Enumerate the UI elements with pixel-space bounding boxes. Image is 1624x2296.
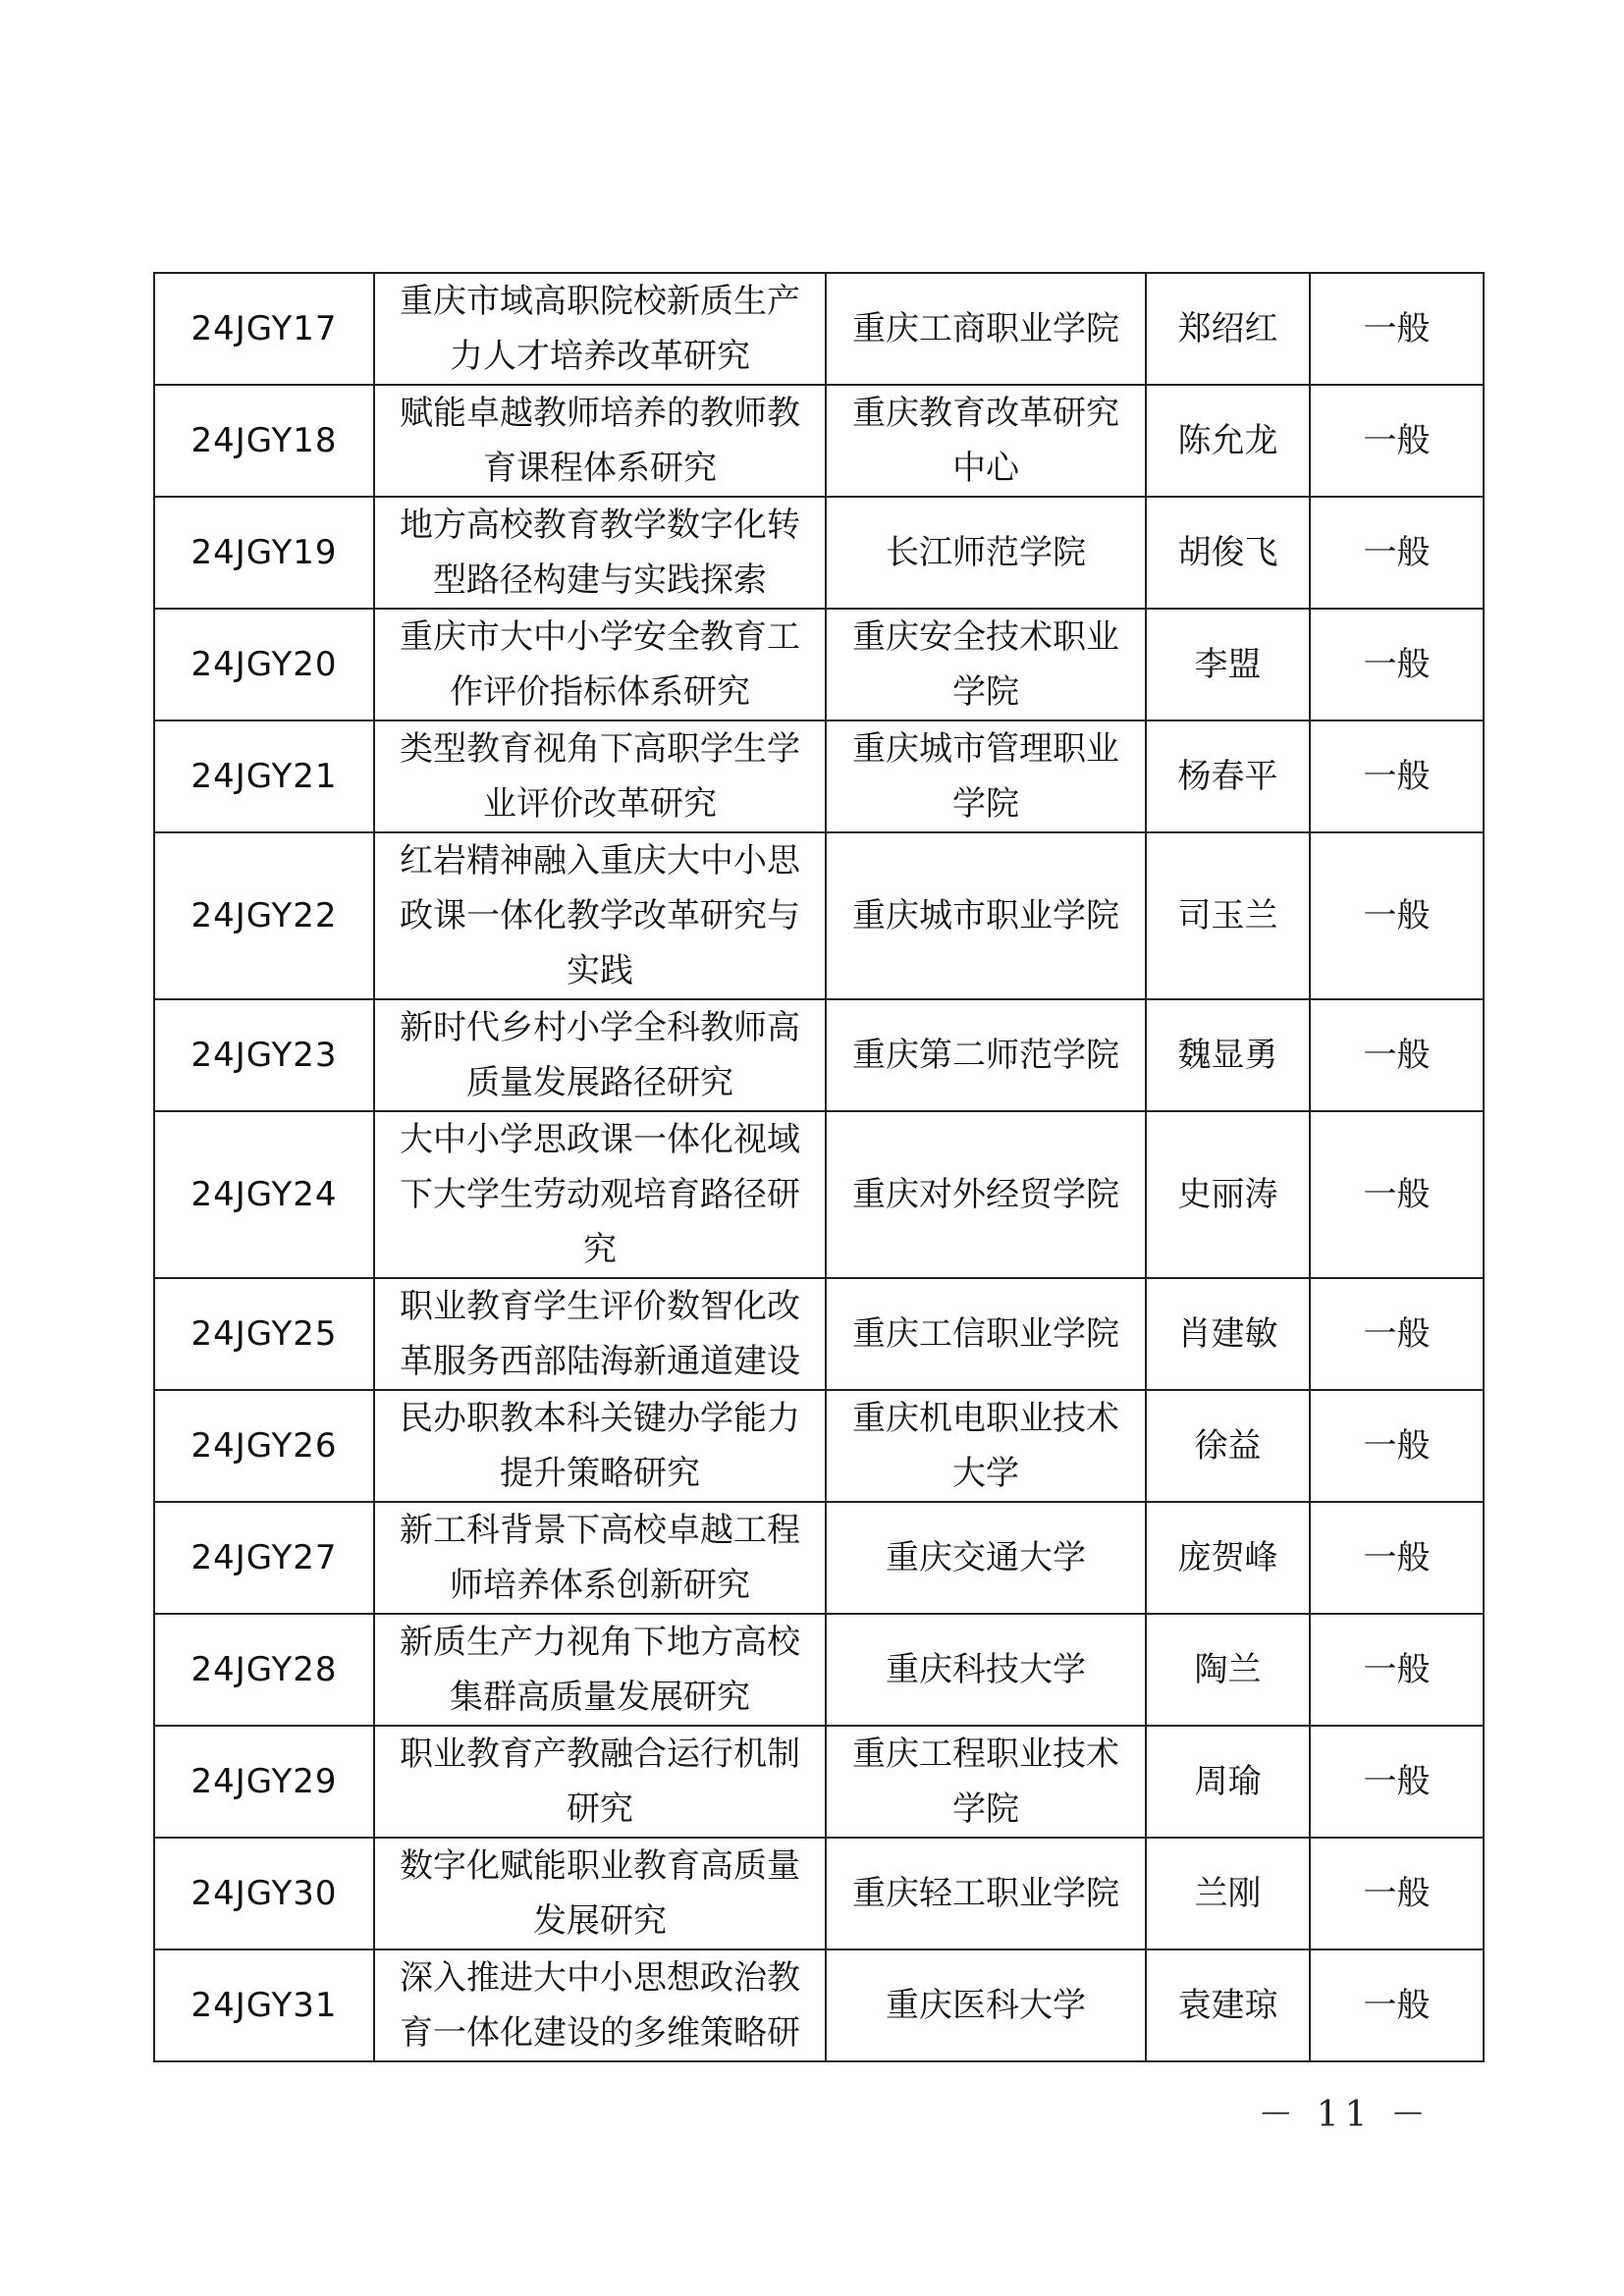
- project-unit: 长江师范学院: [826, 497, 1146, 609]
- project-unit: 重庆教育改革研究中心: [826, 385, 1146, 497]
- project-level: 一般: [1310, 832, 1484, 999]
- project-code: 24JGY24: [154, 1111, 374, 1278]
- project-leader: 肖建敏: [1146, 1278, 1310, 1390]
- project-leader: 郑绍红: [1146, 273, 1310, 385]
- project-leader: 陶兰: [1146, 1614, 1310, 1726]
- project-leader: 兰刚: [1146, 1838, 1310, 1949]
- project-code: 24JGY20: [154, 609, 374, 721]
- project-title: 职业教育产教融合运行机制研究: [374, 1726, 826, 1838]
- project-leader: 杨春平: [1146, 721, 1310, 832]
- project-leader: 陈允龙: [1146, 385, 1310, 497]
- project-code: 24JGY31: [154, 1949, 374, 2061]
- project-unit: 重庆第二师范学院: [826, 999, 1146, 1111]
- project-unit: 重庆工信职业学院: [826, 1278, 1146, 1390]
- project-unit: 重庆医科大学: [826, 1949, 1146, 2061]
- project-table: [153, 272, 1485, 2062]
- project-title: 民办职教本科关键办学能力提升策略研究: [374, 1390, 826, 1502]
- project-title: 赋能卓越教师培养的教师教育课程体系研究: [374, 385, 826, 497]
- project-leader: 袁建琼: [1146, 1949, 1310, 2061]
- project-unit: 重庆城市管理职业学院: [826, 721, 1146, 832]
- project-leader: 庞贺峰: [1146, 1502, 1310, 1614]
- project-leader: 李盟: [1146, 609, 1310, 721]
- project-level: 一般: [1310, 273, 1484, 385]
- project-title: 重庆市大中小学安全教育工作评价指标体系研究: [374, 609, 826, 721]
- table-row: [154, 385, 1484, 497]
- table-row: [154, 1390, 1484, 1502]
- project-unit: 重庆工程职业技术学院: [826, 1726, 1146, 1838]
- table-row: [154, 1949, 1484, 2061]
- project-code: 24JGY17: [154, 273, 374, 385]
- table-row: [154, 609, 1484, 721]
- page-number: － 11 －: [1258, 2095, 1432, 2135]
- project-title: 数字化赋能职业教育高质量发展研究: [374, 1838, 826, 1949]
- project-unit: 重庆安全技术职业学院: [826, 609, 1146, 721]
- project-title: 类型教育视角下高职学生学业评价改革研究: [374, 721, 826, 832]
- project-code: 24JGY21: [154, 721, 374, 832]
- project-code: 24JGY28: [154, 1614, 374, 1726]
- table-row: [154, 1502, 1484, 1614]
- project-level: 一般: [1310, 1278, 1484, 1390]
- table-row: [154, 832, 1484, 999]
- project-code: 24JGY30: [154, 1838, 374, 1949]
- table-row: [154, 1726, 1484, 1838]
- project-unit: 重庆机电职业技术大学: [826, 1390, 1146, 1502]
- project-level: 一般: [1310, 1949, 1484, 2061]
- project-code: 24JGY23: [154, 999, 374, 1111]
- project-code: 24JGY22: [154, 832, 374, 999]
- table-row: [154, 721, 1484, 832]
- project-leader: 胡俊飞: [1146, 497, 1310, 609]
- project-code: 24JGY18: [154, 385, 374, 497]
- project-code: 24JGY25: [154, 1278, 374, 1390]
- project-title: 地方高校教育教学数字化转型路径构建与实践探索: [374, 497, 826, 609]
- project-unit: 重庆科技大学: [826, 1614, 1146, 1726]
- project-unit: 重庆交通大学: [826, 1502, 1146, 1614]
- table-row: [154, 1614, 1484, 1726]
- project-leader: 徐益: [1146, 1390, 1310, 1502]
- project-code: 24JGY19: [154, 497, 374, 609]
- project-level: 一般: [1310, 1838, 1484, 1949]
- table-row: [154, 1838, 1484, 1949]
- project-title: 新工科背景下高校卓越工程师培养体系创新研究: [374, 1502, 826, 1614]
- table-row: [154, 1278, 1484, 1390]
- project-code: 24JGY26: [154, 1390, 374, 1502]
- project-level: 一般: [1310, 721, 1484, 832]
- project-leader: 史丽涛: [1146, 1111, 1310, 1278]
- project-leader: 司玉兰: [1146, 832, 1310, 999]
- project-code: 24JGY29: [154, 1726, 374, 1838]
- project-level: 一般: [1310, 1111, 1484, 1278]
- project-unit: 重庆轻工职业学院: [826, 1838, 1146, 1949]
- project-title: 新时代乡村小学全科教师高质量发展路径研究: [374, 999, 826, 1111]
- project-unit: 重庆城市职业学院: [826, 832, 1146, 999]
- project-level: 一般: [1310, 1502, 1484, 1614]
- project-unit: 重庆工商职业学院: [826, 273, 1146, 385]
- project-title: 职业教育学生评价数智化改革服务西部陆海新通道建设: [374, 1278, 826, 1390]
- table-row: [154, 497, 1484, 609]
- project-title: 新质生产力视角下地方高校集群高质量发展研究: [374, 1614, 826, 1726]
- project-level: 一般: [1310, 385, 1484, 497]
- project-level: 一般: [1310, 1726, 1484, 1838]
- table-row: [154, 1111, 1484, 1278]
- project-level: 一般: [1310, 497, 1484, 609]
- project-leader: 魏显勇: [1146, 999, 1310, 1111]
- project-level: 一般: [1310, 1390, 1484, 1502]
- project-title: 深入推进大中小思想政治教育一体化建设的多维策略研: [374, 1949, 826, 2061]
- project-leader: 周瑜: [1146, 1726, 1310, 1838]
- project-title: 大中小学思政课一体化视域下大学生劳动观培育路径研究: [374, 1111, 826, 1278]
- project-code: 24JGY27: [154, 1502, 374, 1614]
- project-level: 一般: [1310, 999, 1484, 1111]
- project-level: 一般: [1310, 609, 1484, 721]
- project-title: 红岩精神融入重庆大中小思政课一体化教学改革研究与实践: [374, 832, 826, 999]
- project-level: 一般: [1310, 1614, 1484, 1726]
- project-title: 重庆市域高职院校新质生产力人才培养改革研究: [374, 273, 826, 385]
- table-row: [154, 273, 1484, 385]
- table-row: [154, 999, 1484, 1111]
- project-unit: 重庆对外经贸学院: [826, 1111, 1146, 1278]
